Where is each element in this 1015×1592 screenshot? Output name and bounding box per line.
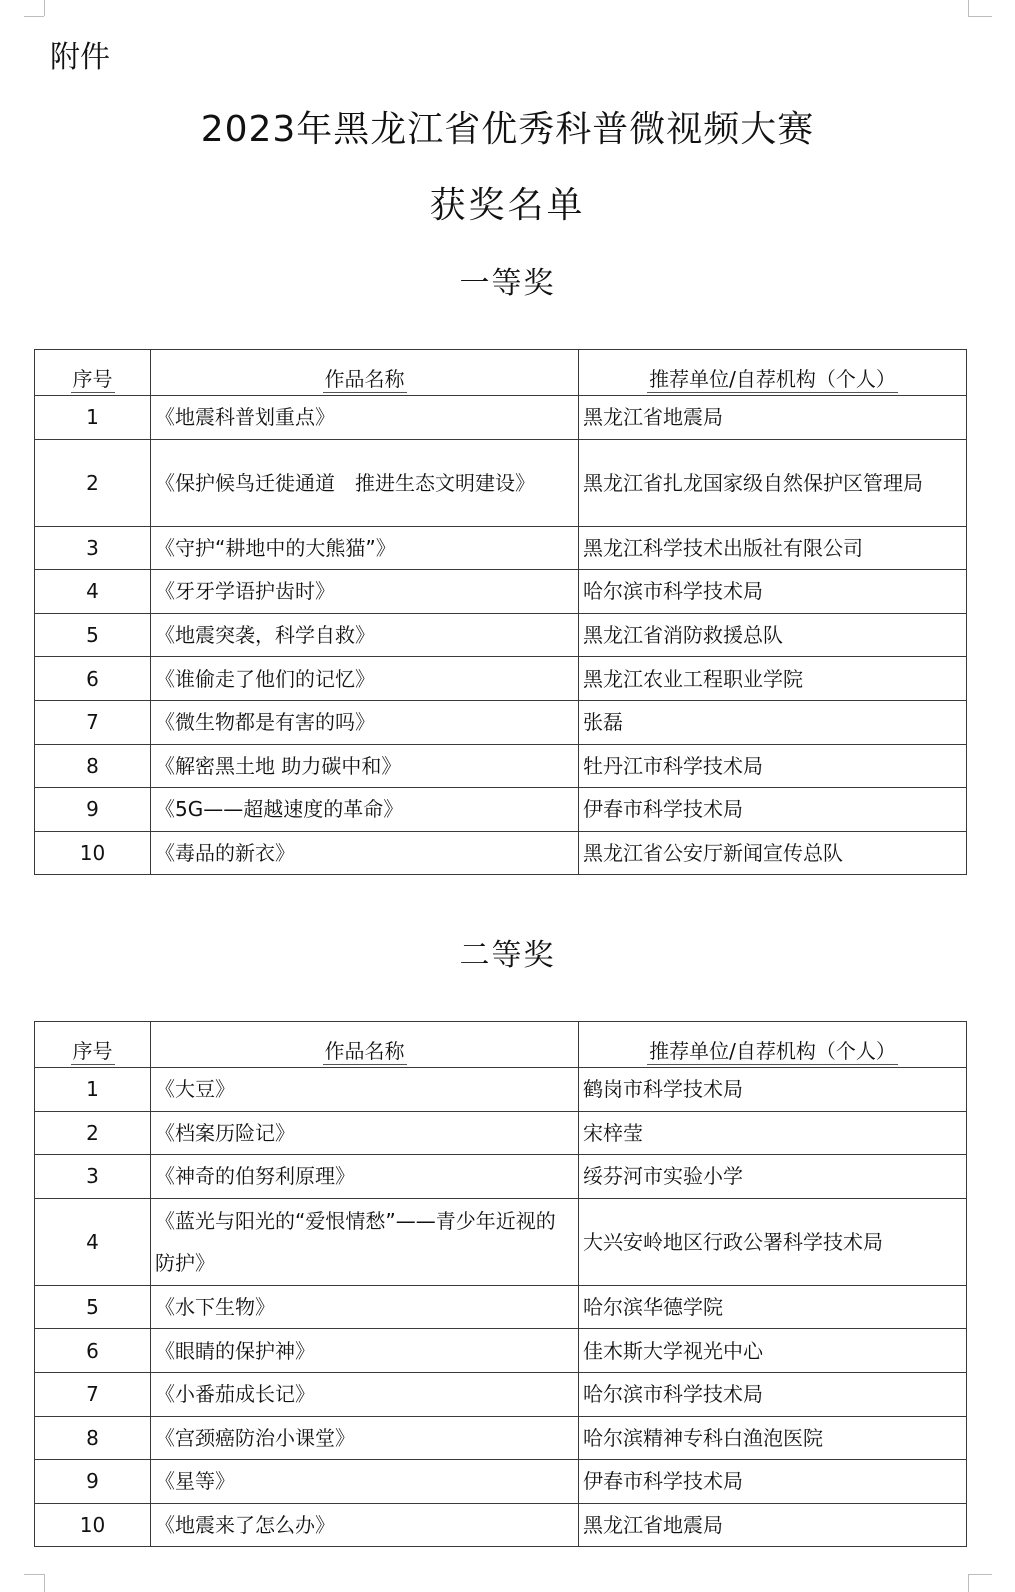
row-work: 《眼睛的保护神》 (151, 1329, 579, 1373)
row-unit: 黑龙江科学技术出版社有限公司 (579, 526, 967, 570)
row-index: 9 (35, 788, 151, 832)
row-index: 7 (35, 700, 151, 744)
row-index: 2 (35, 439, 151, 526)
crop-mark-top-left-h (24, 16, 44, 17)
table-row (35, 1198, 967, 1285)
row-unit: 黑龙江省消防救援总队 (579, 613, 967, 657)
row-work: 《毒品的新衣》 (151, 831, 579, 875)
row-index: 8 (35, 744, 151, 788)
row-unit: 牡丹江市科学技术局 (579, 744, 967, 788)
row-work: 《地震来了怎么办》 (151, 1503, 579, 1547)
row-work: 《谁偷走了他们的记忆》 (151, 657, 579, 701)
row-work: 《神奇的伯努利原理》 (151, 1155, 579, 1199)
header-index: 序号 (35, 1022, 151, 1068)
row-index: 4 (35, 570, 151, 614)
table-row (35, 1460, 967, 1504)
row-index: 4 (35, 1198, 151, 1285)
second-prize-table (34, 1021, 967, 1547)
attachment-label: 附件 (50, 40, 110, 75)
row-work: 《水下生物》 (151, 1285, 579, 1329)
table-row (35, 744, 967, 788)
table-row (35, 657, 967, 701)
table-header-row (35, 1022, 967, 1068)
row-index: 5 (35, 1285, 151, 1329)
row-index: 7 (35, 1372, 151, 1416)
crop-mark-top-left (44, 0, 45, 16)
table-row (35, 1329, 967, 1373)
first-prize-heading: 一等奖 (459, 266, 556, 301)
table-row (35, 1503, 967, 1547)
header-unit: 推荐单位/自荐机构（个人） (579, 1022, 967, 1068)
crop-mark-top-right-h (968, 16, 992, 17)
row-unit: 哈尔滨市科学技术局 (579, 1372, 967, 1416)
row-work: 《大豆》 (151, 1068, 579, 1112)
row-unit: 张磊 (579, 700, 967, 744)
row-work: 《档案历险记》 (151, 1111, 579, 1155)
row-unit: 鹤岗市科学技术局 (579, 1068, 967, 1112)
row-unit: 黑龙江省地震局 (579, 1503, 967, 1547)
table-row (35, 1155, 967, 1199)
table-row (35, 396, 967, 440)
table-row (35, 831, 967, 875)
row-index: 9 (35, 1460, 151, 1504)
row-unit: 黑龙江农业工程职业学院 (579, 657, 967, 701)
row-index: 1 (35, 1068, 151, 1112)
row-unit: 哈尔滨市科学技术局 (579, 570, 967, 614)
row-work: 《宫颈癌防治小课堂》 (151, 1416, 579, 1460)
row-work: 《地震突袭，科学自救》 (151, 613, 579, 657)
header-index: 序号 (35, 350, 151, 396)
table-row (35, 1068, 967, 1112)
crop-mark-bottom-left-h (24, 1574, 44, 1575)
document-title: 2023年黑龙江省优秀科普微视频大赛 (200, 109, 815, 150)
row-unit: 黑龙江省地震局 (579, 396, 967, 440)
row-unit: 黑龙江省公安厅新闻宣传总队 (579, 831, 967, 875)
row-work: 《守护“耕地中的大熊猫”》 (151, 526, 579, 570)
row-unit: 哈尔滨华德学院 (579, 1285, 967, 1329)
table-header-row (35, 350, 967, 396)
row-work: 《牙牙学语护齿时》 (151, 570, 579, 614)
row-work: 《5G——超越速度的革命》 (151, 788, 579, 832)
row-work: 《微生物都是有害的吗》 (151, 700, 579, 744)
table-row (35, 1111, 967, 1155)
row-unit: 绥芬河市实验小学 (579, 1155, 967, 1199)
row-work: 《保护候鸟迁徙通道 推进生态文明建设》 (151, 439, 579, 526)
table-row (35, 526, 967, 570)
row-unit: 伊春市科学技术局 (579, 1460, 967, 1504)
header-work: 作品名称 (151, 1022, 579, 1068)
row-index: 1 (35, 396, 151, 440)
row-work: 《蓝光与阳光的“爱恨情愁”——青少年近视的防护》 (151, 1198, 579, 1285)
table-row (35, 1416, 967, 1460)
row-unit: 哈尔滨精神专科白渔泡医院 (579, 1416, 967, 1460)
row-unit: 佳木斯大学视光中心 (579, 1329, 967, 1373)
table-row (35, 700, 967, 744)
table-row (35, 1372, 967, 1416)
row-index: 10 (35, 1503, 151, 1547)
row-work: 《解密黑土地 助力碳中和》 (151, 744, 579, 788)
row-unit: 宋梓莹 (579, 1111, 967, 1155)
row-index: 8 (35, 1416, 151, 1460)
row-work: 《星等》 (151, 1460, 579, 1504)
crop-mark-top-right (968, 0, 969, 16)
crop-mark-bottom-right-h (968, 1574, 992, 1575)
row-work: 《地震科普划重点》 (151, 396, 579, 440)
row-unit: 大兴安岭地区行政公署科学技术局 (579, 1198, 967, 1285)
header-unit: 推荐单位/自荐机构（个人） (579, 350, 967, 396)
first-prize-table (34, 349, 967, 875)
second-prize-heading: 二等奖 (459, 938, 556, 973)
row-index: 10 (35, 831, 151, 875)
table-row (35, 1285, 967, 1329)
crop-mark-bottom-right (968, 1574, 969, 1592)
row-unit: 伊春市科学技术局 (579, 788, 967, 832)
row-index: 6 (35, 1329, 151, 1373)
table-row (35, 788, 967, 832)
row-index: 3 (35, 526, 151, 570)
table-row (35, 570, 967, 614)
row-index: 5 (35, 613, 151, 657)
table-row (35, 439, 967, 526)
row-work: 《小番茄成长记》 (151, 1372, 579, 1416)
row-index: 6 (35, 657, 151, 701)
row-index: 3 (35, 1155, 151, 1199)
crop-mark-bottom-left (44, 1574, 45, 1592)
header-work: 作品名称 (151, 350, 579, 396)
table-row (35, 613, 967, 657)
document-subtitle: 获奖名单 (429, 185, 586, 226)
row-unit: 黑龙江省扎龙国家级自然保护区管理局 (579, 439, 967, 526)
row-index: 2 (35, 1111, 151, 1155)
